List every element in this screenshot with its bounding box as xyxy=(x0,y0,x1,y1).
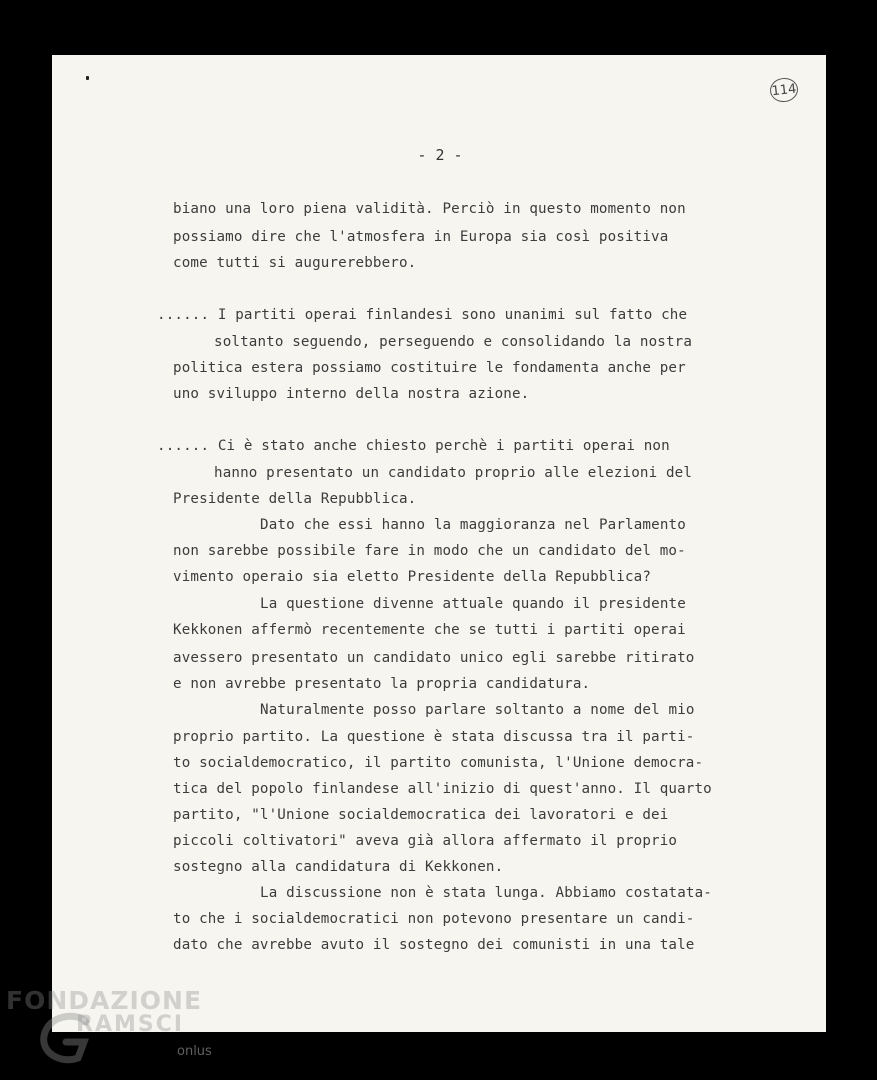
text-line: tica del popolo finlandese all'inizio di quest'anno. Il quarto xyxy=(173,781,712,797)
text-line: La questione divenne attuale quando il presidente xyxy=(260,596,686,612)
text-line: biano una loro piena validità. Perciò in questo momento non xyxy=(173,201,686,217)
watermark-title: FONDAZIONE xyxy=(6,986,203,1015)
watermark-subtitle: RAMSCI xyxy=(76,1012,185,1037)
text-line: come tutti si augurerebbero. xyxy=(173,255,417,271)
text-line: politica estera possiamo costituire le fondamenta anche per xyxy=(173,360,686,376)
text-line: to socialdemocratico, il partito comunista, l'Unione democra- xyxy=(173,755,704,771)
text-line: uno sviluppo interno della nostra azione. xyxy=(173,386,530,402)
text-line: Presidente della Repubblica. xyxy=(173,491,417,507)
text-line: sostegno alla candidatura di Kekkonen. xyxy=(173,859,504,875)
text-line: Naturalmente posso parlare soltanto a nome del mio xyxy=(260,702,695,718)
text-line: La discussione non è stata lunga. Abbiamo costatata- xyxy=(260,885,712,901)
margin-mark xyxy=(86,76,89,80)
text-line: to che i socialdemocratici non potevono presentare un candi- xyxy=(173,911,695,927)
page-number: - 2 - xyxy=(417,146,463,164)
foundation-watermark xyxy=(6,986,236,1076)
text-line: avessero presentato un candidato unico egli sarebbe ritirato xyxy=(173,650,695,666)
text-line: vimento operaio sia eletto Presidente della Repubblica? xyxy=(173,569,652,585)
text-line: ...... Ci è stato anche chiesto perchè i partiti operai non xyxy=(157,438,670,454)
text-line: e non avrebbe presentato la propria candidatura. xyxy=(173,676,591,692)
text-line: Dato che essi hanno la maggioranza nel Parlamento xyxy=(260,517,686,533)
text-line: non sarebbe possibile fare in modo che un candidato del mo- xyxy=(173,543,686,559)
watermark-suffix: onlus xyxy=(177,1044,212,1059)
text-line: hanno presentato un candidato proprio alle elezioni del xyxy=(214,465,693,481)
text-line: soltanto seguendo, perseguendo e consolidando la nostra xyxy=(214,334,693,350)
text-line: possiamo dire che l'atmosfera in Europa sia così positiva xyxy=(173,229,669,245)
text-line: piccoli coltivatori" aveva già allora affermato il proprio xyxy=(173,833,678,849)
text-line: dato che avrebbe avuto il sostegno dei comunisti in una tale xyxy=(173,937,695,953)
text-line: Kekkonen affermò recentemente che se tutti i partiti operai xyxy=(173,622,686,638)
text-line: partito, "l'Unione socialdemocratica dei lavoratori e dei xyxy=(173,807,669,823)
text-line: proprio partito. La questione è stata discussa tra il parti- xyxy=(173,729,695,745)
folio-number: 114 xyxy=(769,77,799,104)
text-line: ...... I partiti operai finlandesi sono unanimi sul fatto che xyxy=(157,307,688,323)
